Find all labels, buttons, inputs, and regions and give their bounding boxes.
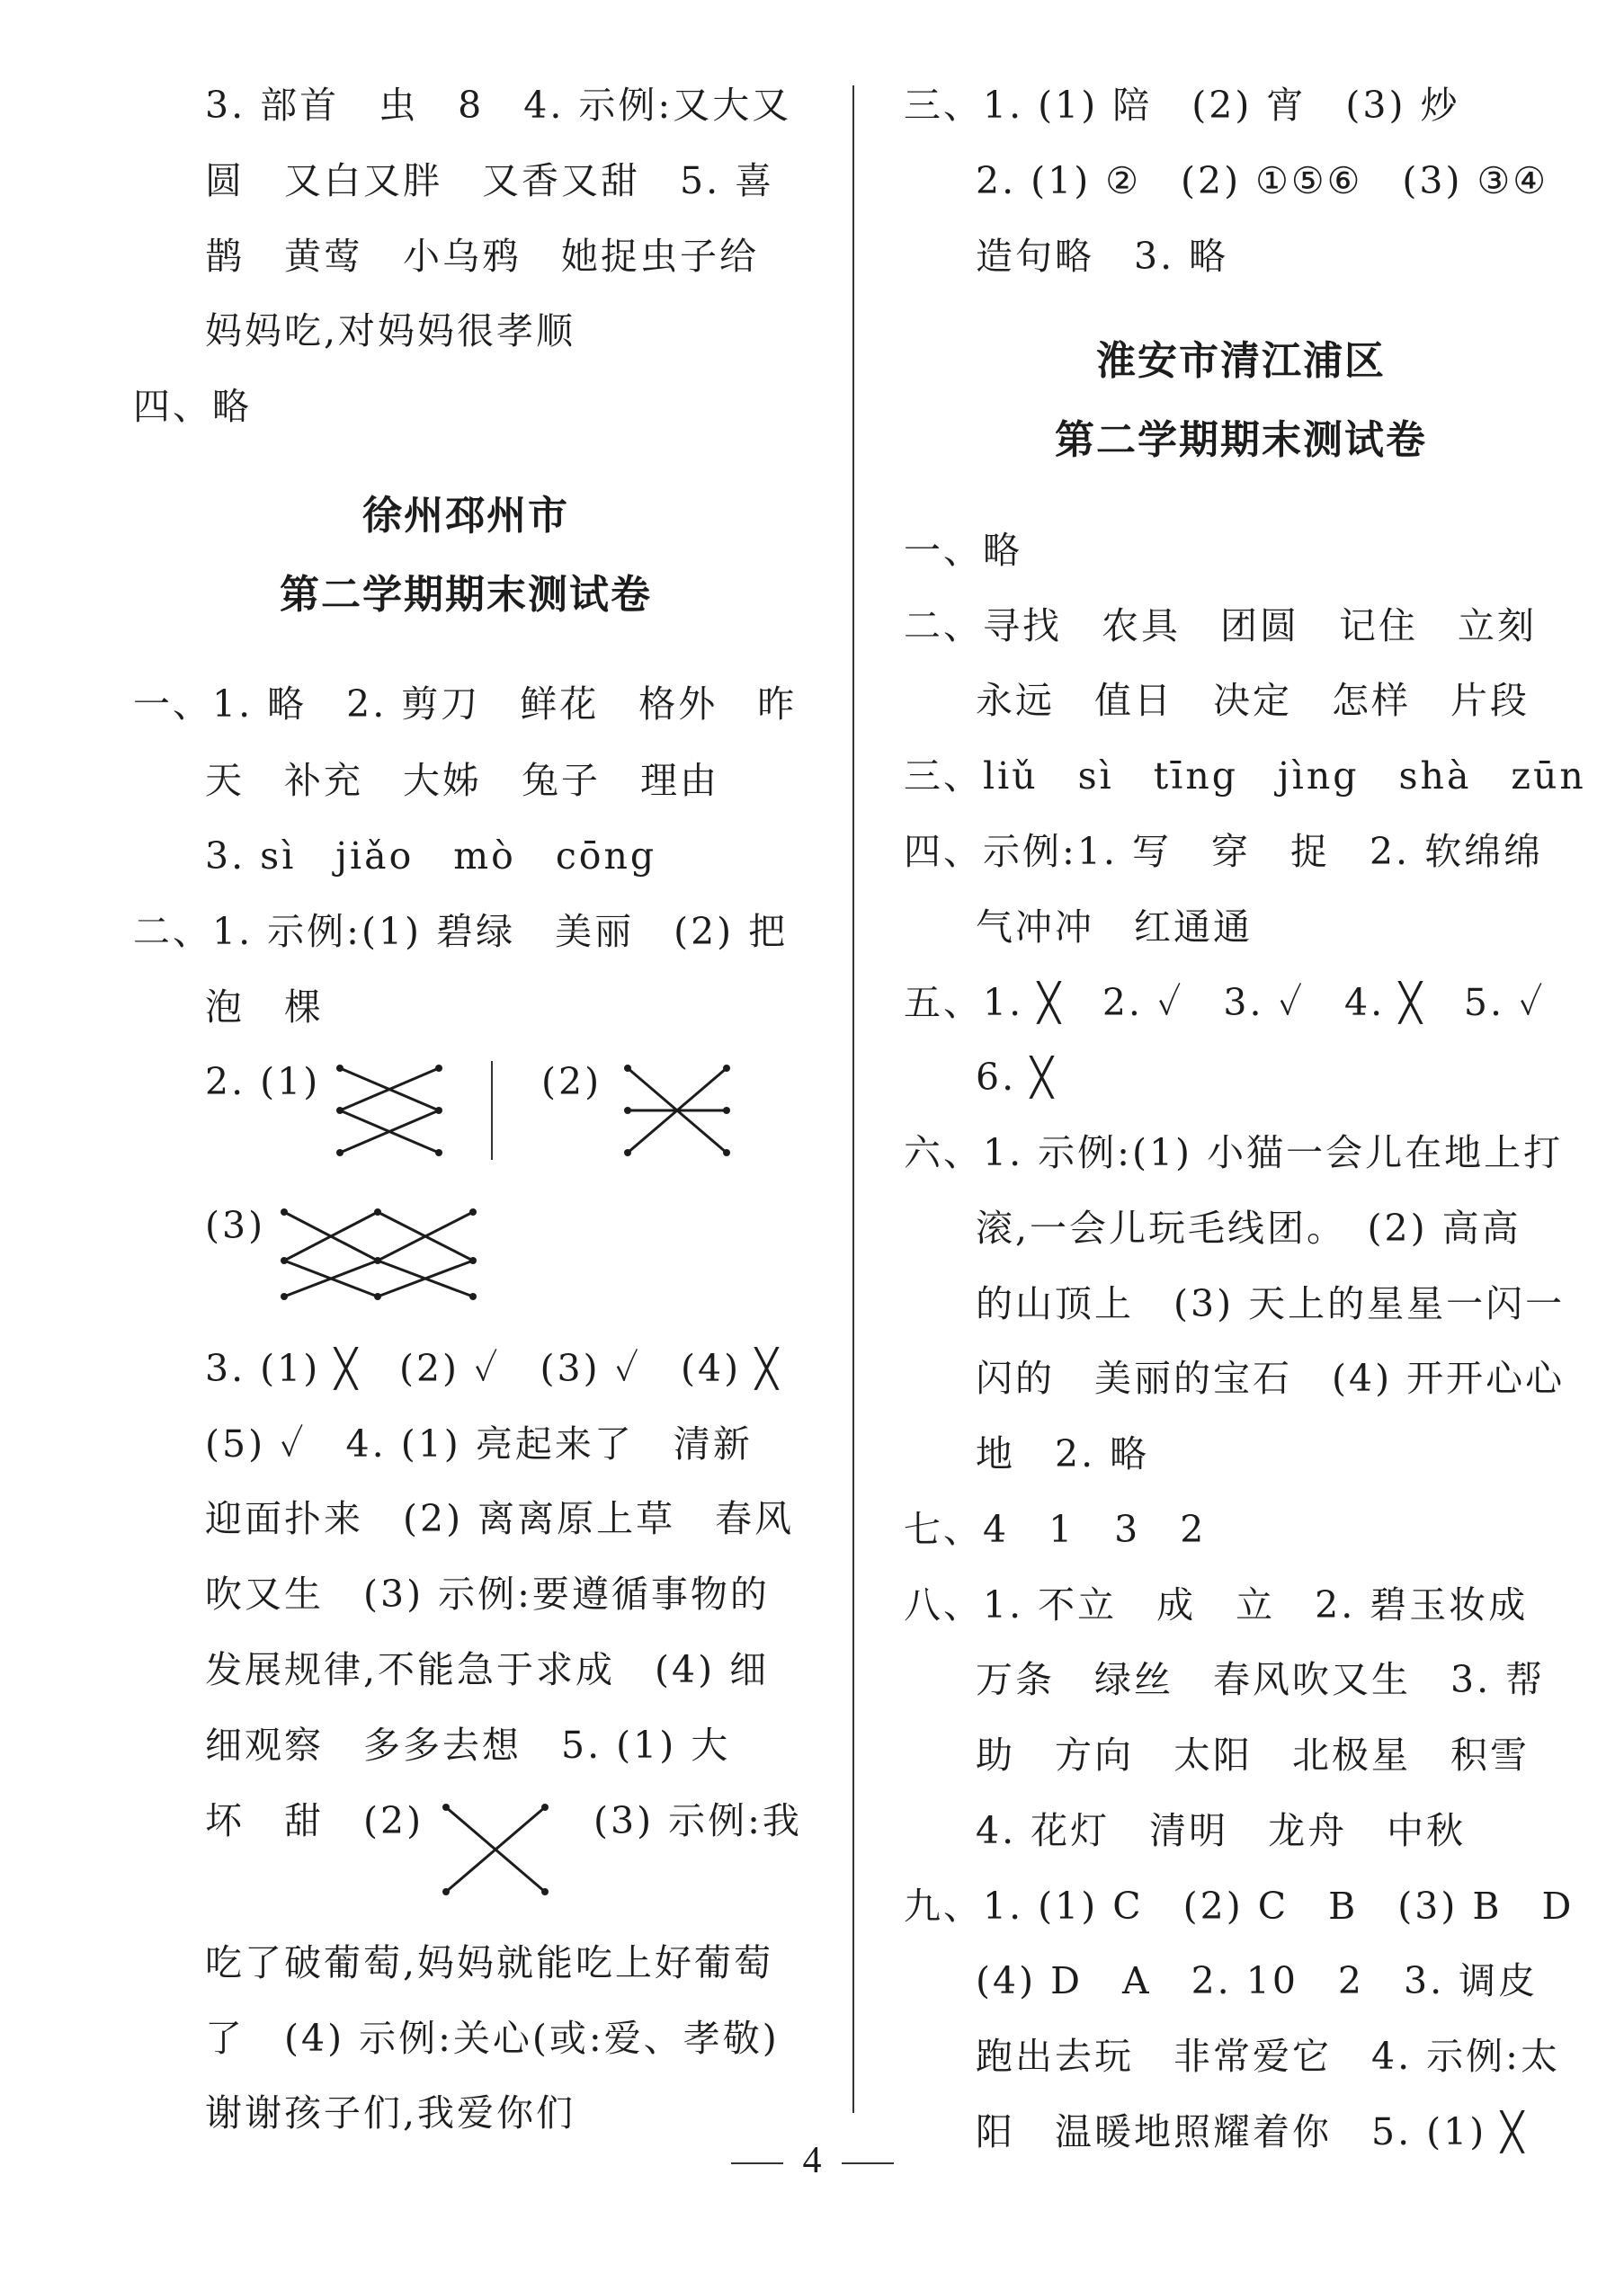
text-line: 谢谢孩子们,我爱你们 — [205, 2091, 576, 2135]
footer-dash — [731, 2162, 783, 2164]
text-line: 迎面扑来 (2) 离离原上草 春风 — [205, 1497, 795, 1540]
text-line: 一、略 — [904, 529, 1022, 572]
text-line: 跑出去玩 非常爱它 4. 示例:太 — [976, 2035, 1560, 2078]
text-line: 九、1. (1) C (2) C B (3) B D — [904, 1885, 1575, 1928]
page-number: 4 — [802, 2140, 822, 2181]
text-line: 6. ╳ — [976, 1056, 1056, 1099]
text-line: 3. (1) ╳ (2) ✓ (3) ✓ (4) ╳ — [205, 1347, 781, 1390]
section-title: 第二学期期末测试卷 — [280, 572, 652, 618]
text-line: 三、liǔ sì tīng jìng shà zūn — [904, 754, 1586, 798]
text-line: 气冲冲 红通通 — [976, 905, 1253, 949]
text-line: 万条 绿丝 春风吹又生 3. 帮 — [976, 1658, 1546, 1701]
text-line: (3) 示例:我 — [593, 1799, 802, 1842]
text-line: 一、1. 略 2. 剪刀 鲜花 格外 昨 — [133, 682, 798, 726]
matching-diagram-2 — [620, 1061, 737, 1160]
text-line: 二、寻找 农具 团圆 记住 立刻 — [904, 604, 1537, 647]
text-line: 地 2. 略 — [976, 1432, 1150, 1475]
text-line: 的山顶上 (3) 天上的星星一闪一 — [976, 1282, 1566, 1325]
question-label: (2) — [541, 1060, 602, 1103]
text-line: 八、1. 不立 成 立 2. 碧玉妆成 — [904, 1583, 1529, 1627]
text-line: 吹又生 (3) 示例:要遵循事物的 — [205, 1573, 770, 1616]
text-line: 二、1. 示例:(1) 碧绿 美丽 (2) 把 — [133, 910, 789, 953]
text-line: 四、略 — [133, 385, 252, 428]
text-line: 细观察 多多去想 5. (1) 大 — [205, 1724, 731, 1767]
text-line: 发展规律,不能急于求成 (4) 细 — [205, 1648, 770, 1691]
page-footer — [0, 2138, 1624, 2183]
text-line: 闪的 美丽的宝石 (4) 开开心心 — [976, 1357, 1566, 1400]
text-line: 3. sì jiǎo mò cōng — [205, 834, 657, 878]
section-title: 淮安市清江浦区 — [1096, 338, 1386, 384]
text-line: 3. 部首 虫 8 4. 示例:又大又 — [205, 84, 792, 127]
text-line: (5) ✓ 4. (1) 亮起来了 清新 — [205, 1422, 753, 1466]
text-line: 助 方向 太阳 北极星 积雪 — [976, 1734, 1530, 1777]
text-line: 七、4 1 3 2 — [904, 1508, 1207, 1551]
text-line: 造句略 3. 略 — [976, 235, 1229, 278]
text-line: 阳 温暖地照耀着你 5. (1) ╳ — [976, 2110, 1526, 2153]
text-line: 六、1. 示例:(1) 小猫一会儿在地上打 — [904, 1131, 1564, 1174]
text-line: 圆 又白又胖 又香又甜 5. 喜 — [205, 159, 775, 202]
text-line: 妈妈吃,对妈妈很孝顺 — [205, 309, 576, 352]
matching-diagram-1 — [333, 1061, 450, 1160]
matching-diagram-3 — [277, 1205, 484, 1304]
text-line: 坏 甜 (2) — [205, 1799, 424, 1842]
text-line: 泡 棵 — [205, 985, 324, 1029]
text-line: (4) D A 2. 10 2 3. 调皮 — [976, 1959, 1539, 2002]
text-line: 天 补充 大姊 兔子 理由 — [205, 759, 719, 802]
text-line: 了 (4) 示例:关心(或:爱、孝敬) — [205, 2017, 780, 2060]
section-title: 第二学期期末测试卷 — [1055, 417, 1427, 463]
diagram-divider — [491, 1061, 493, 1160]
question-label: 2. (1) — [205, 1060, 321, 1103]
text-line: 滚,一会儿玩毛线团。 (2) 高高 — [976, 1207, 1521, 1250]
section-title: 徐州邳州市 — [362, 493, 569, 539]
text-line: 鹊 黄莺 小乌鸦 她捉虫子给 — [205, 235, 759, 278]
text-line: 吃了破葡萄,妈妈就能吃上好葡萄 — [205, 1941, 774, 1984]
column-divider — [852, 85, 854, 2113]
footer-dash — [842, 2162, 894, 2164]
question-label: (3) — [205, 1204, 266, 1247]
text-line: 2. (1) ② (2) ①⑤⑥ (3) ③④ — [976, 159, 1549, 202]
text-line: 四、示例:1. 写 穿 捉 2. 软绵绵 — [904, 830, 1544, 873]
text-line: 三、1. (1) 陪 (2) 宵 (3) 炒 — [904, 84, 1460, 127]
text-line: 永远 值日 决定 怎样 片段 — [976, 679, 1530, 722]
matching-diagram-4 — [439, 1800, 556, 1899]
text-line: 4. 花灯 清明 龙舟 中秋 — [976, 1809, 1467, 1852]
text-line: 五、1. ╳ 2. ✓ 3. ✓ 4. ╳ 5. ✓ — [904, 981, 1546, 1024]
